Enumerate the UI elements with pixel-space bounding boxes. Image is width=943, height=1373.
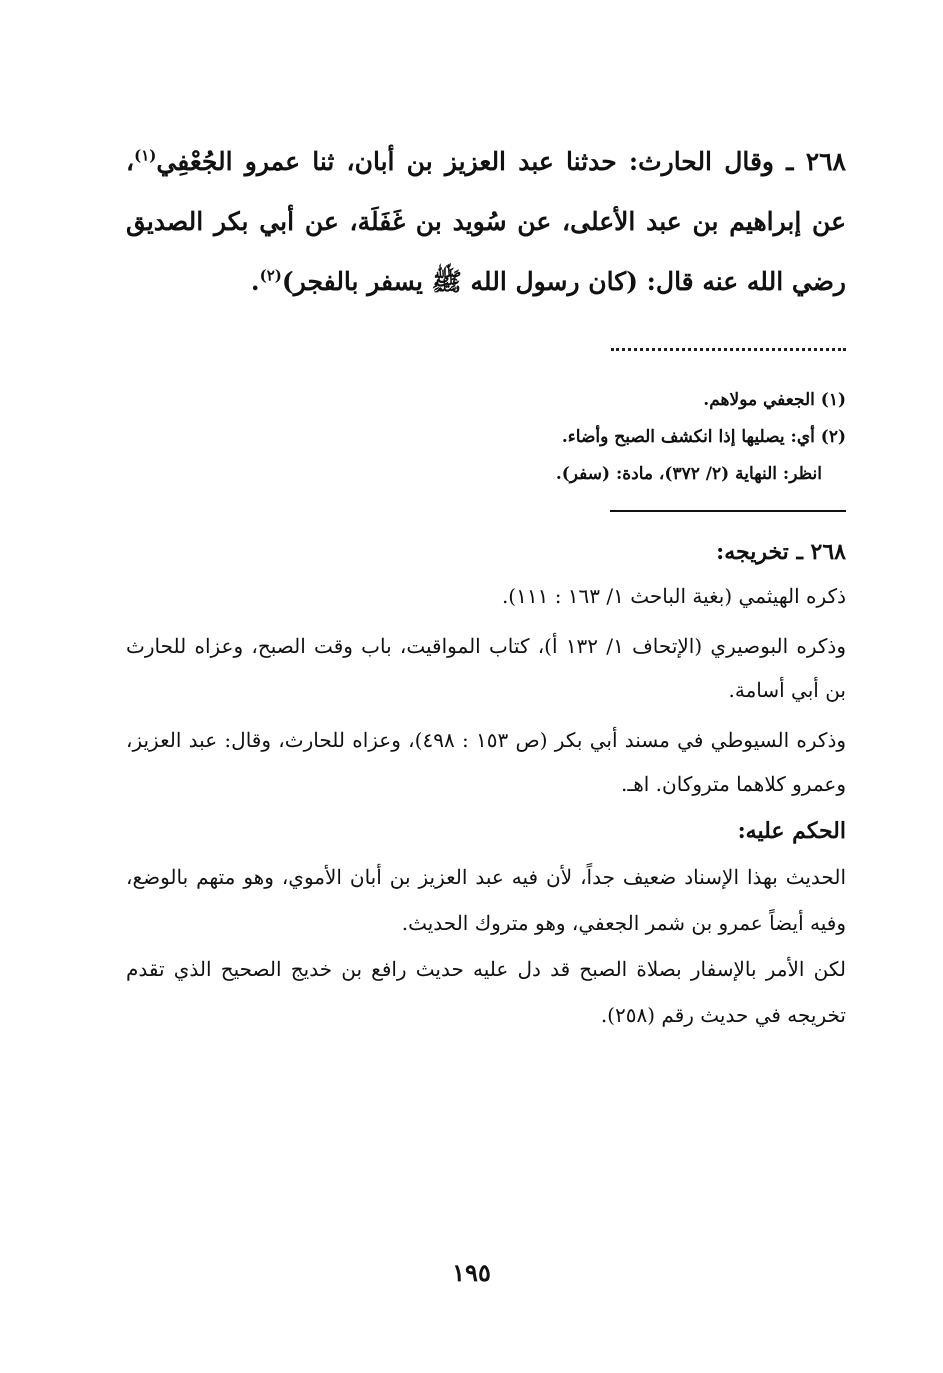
takhrij-paragraph-2: وذكره البوصيري (الإتحاف ١/ ١٣٢ أ)، كتاب المواقيت، باب وقت الصبح، وعزاه للحارث بن أبي أسامة. xyxy=(126,634,846,702)
takhrij-section xyxy=(126,530,846,806)
hadith-text xyxy=(126,132,846,312)
footnote-ref-1: (١) xyxy=(134,146,157,165)
footnote-ref-2: (٢) xyxy=(259,266,282,285)
footnote-separator-dotted xyxy=(611,348,846,351)
takhrij-paragraph-3: وذكره السيوطي في مسند أبي بكر (ص ١٥٣ : ٤٩٨)، وعزاه للحارث، وقال: عبد العزيز، وعمرو كلاهما متروكان. اهـ. xyxy=(126,728,847,796)
hadith-text-part3: . xyxy=(250,267,260,296)
ruling-section xyxy=(126,808,846,1038)
hadith-text-part2: ، عن إبراهيم بن عبد الأعلى، عن سُويد بن غَفَلَة، عن أبي بكر الصديق رضي الله عنه قال: (كان رسول الله ﷺ يسفر بالفجر) xyxy=(126,147,846,296)
footnote-2: (٢) أي: يصليها إذا انكشف الصبح وأضاء. xyxy=(561,427,846,447)
section-divider xyxy=(610,510,846,512)
footnotes xyxy=(126,382,846,493)
ruling-paragraph-1: الحديث بهذا الإسناد ضعيف جداً، لأن فيه عبد العزيز بن أبان الأموي، وهو متهم بالوضع، وفيه أيضاً عمرو بن شمر الجعفي، وهو متروك الحديث. xyxy=(126,865,846,935)
takhrij-heading: ٢٦٨ ـ تخريجه: xyxy=(716,539,846,565)
footnote-1: (١) الجعفي مولاهم. xyxy=(703,390,846,410)
page-number: ١٩٥ xyxy=(452,1258,491,1287)
ruling-heading: الحكم عليه: xyxy=(737,818,846,844)
hadith-text-part1: ٢٦٨ ـ وقال الحارث: حدثنا عبد العزيز بن أبان، ثنا عمرو الجُعْفِي xyxy=(156,147,846,176)
ruling-paragraph-2: لكن الأمر بالإسفار بصلاة الصبح قد دل عليه حديث رافع بن خديج الصحيح الذي تقدم تخريجه في حديث رقم (٢٥٨). xyxy=(126,957,846,1027)
footnote-2-source: انظر: النهاية (٢/ ٣٧٢)، مادة: (سفر). xyxy=(555,464,822,484)
takhrij-paragraph-1: ذكره الهيثمي (بغية الباحث ١/ ١٦٣ : ١١١). xyxy=(501,584,846,608)
